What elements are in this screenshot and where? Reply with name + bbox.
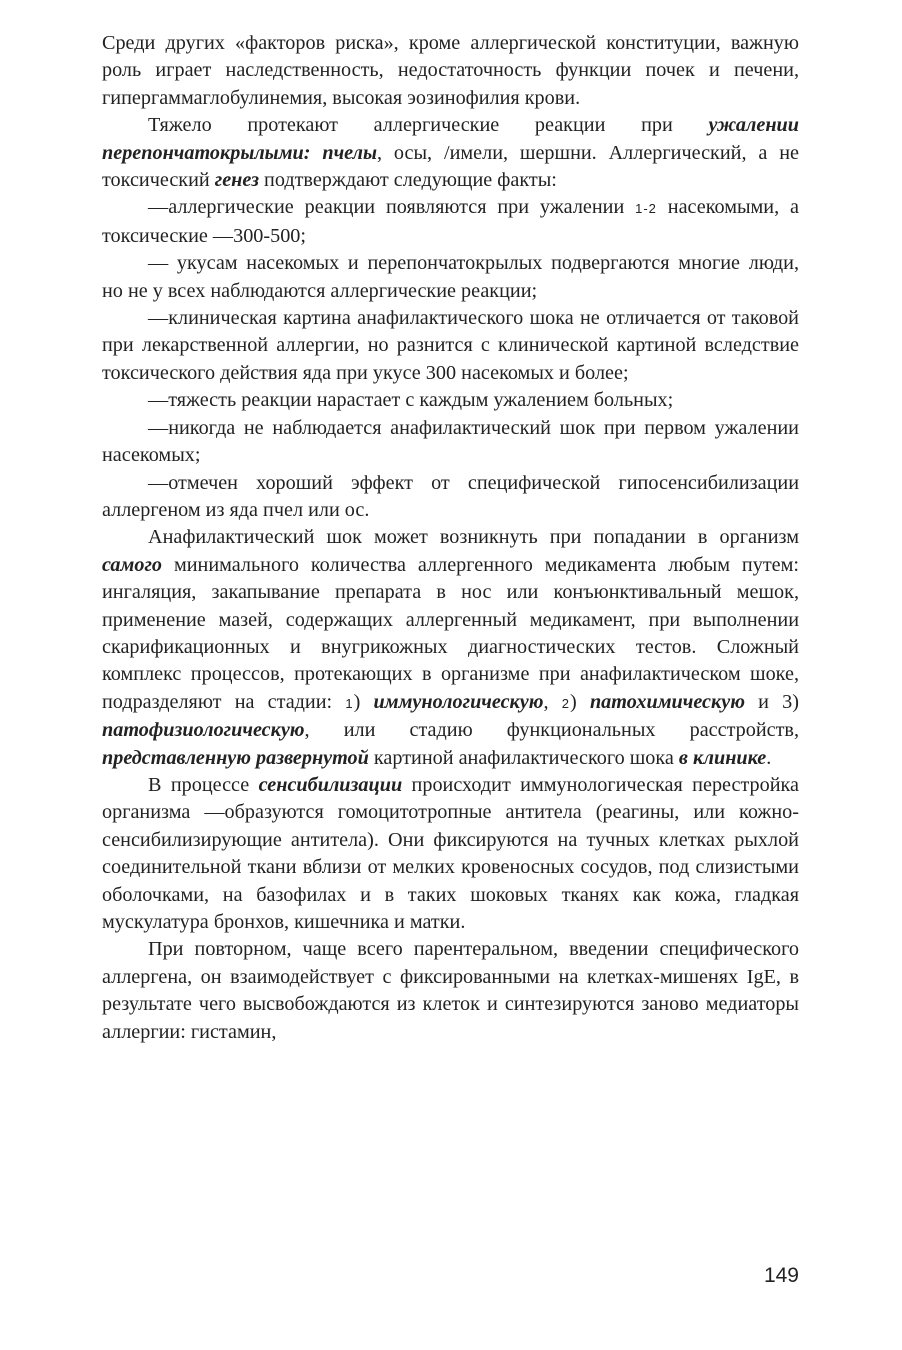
text-run: Среди других «факторов риска», кроме аллергической конституции, важную роль играет наследственность, недостаточность функции почек и печени, гипергаммаглобулинемия, высокая эозинофилия крови. (102, 32, 799, 109)
emphasis-text: представленную развернутой (102, 746, 369, 769)
text-run: —клиническая картина анафилактического шока не отличается от таковой при лекарственной аллергии, но разнится с клинической картиной вследствие токсического действия яда при укусе 300 насекомых и более; (102, 307, 799, 384)
list-item-fact-4 (102, 387, 799, 414)
text-run: —аллергические реакции появляются при ужалении (148, 196, 636, 219)
small-number: 1 (345, 695, 354, 711)
text-run: подтверждают следующие факты: (258, 169, 557, 192)
list-item-fact-5 (102, 415, 799, 470)
text-run: ) (353, 690, 374, 713)
paragraph-insect-stings (102, 112, 799, 194)
text-run: В процессе (148, 773, 259, 796)
emphasis-text: иммунологическую (373, 690, 544, 713)
paragraph-risk-factors (102, 30, 799, 112)
text-run: . (766, 746, 772, 769)
text-run: и 3) (744, 690, 799, 713)
text-run: насекомыми, а токсические —300-500; (102, 196, 799, 247)
paragraph-sensitization (102, 772, 799, 936)
list-item-fact-3 (102, 305, 799, 387)
text-run: , или стадию функциональных расстройств, (304, 719, 799, 742)
text-run: —тяжесть реакции нарастает с каждым ужалением больных; (148, 389, 674, 412)
small-number: 1-2 (635, 201, 657, 217)
paragraph-anaphylactic-shock (102, 524, 799, 772)
text-run: — укусам насекомых и перепончатокрылых подвергаются многие люди, но не у всех наблюдаются аллергические реакции; (102, 252, 799, 302)
emphasis-text: генез (214, 169, 259, 192)
list-item-fact-6 (102, 470, 799, 525)
page-text (102, 30, 799, 1046)
text-run: Анафилактический шок может возникнуть при попадании в организм (148, 526, 799, 549)
text-run: —отмечен хороший эффект от специфической гипосенсибилизации аллергеном из яда пчел или ос. (102, 471, 799, 521)
emphasis-text: патофизиологическую (102, 719, 305, 742)
text-run: , осы, /имели, шершни. Аллергический, а не токсический (102, 141, 799, 192)
small-number: 2 (561, 695, 570, 711)
emphasis-text: ужалении перепончатокрылыми: пчелы (102, 114, 799, 164)
text-run: минимального количества аллергенного медикамента любым путем: ингаляция, закапывание препарата в нос или конъюнктивальный мешок, применение мазей, содержащих аллергенный медикамент, при выполнении скарификационных и внугрикожных диагностических тестов. Сложный комплекс процессов, протекающих в организме при анафилактическом шоке, подразделяют на стадии: (102, 553, 799, 713)
text-run: ) (570, 690, 590, 713)
emphasis-text: в клинике (678, 746, 767, 769)
text-run: картиной анафилактического шока (368, 746, 679, 769)
list-item-fact-1 (102, 194, 799, 250)
text-run: Тяжело протекают аллергические реакции при (148, 114, 709, 137)
paragraph-repeated-introduction (102, 936, 799, 1046)
emphasis-text: патохимическую (589, 690, 745, 713)
emphasis-text: самого (102, 553, 163, 576)
text-run: При повторном, чаще всего парентеральном, введении специфического аллергена, он взаимодействует с фиксированными на клетках-мишенях IgE, в результате чего высвобождаются из клеток и синтезируются заново медиаторы аллергии: гистамин, (102, 938, 799, 1043)
emphasis-text: сенсибилизации (258, 773, 403, 796)
page-number: 149 (763, 1264, 799, 1287)
text-run: —никогда не наблюдается анафилактический шок при первом ужалении насекомых; (102, 416, 799, 467)
text-run: происходит иммунологическая перестройка организма —образуются гомоцитотропные антитела (реагины, или кожно-сенсибилизирующие антитела). Они фиксируются на тучных клетках рыхлой соединительной ткани вблизи от мелких кровеносных сосудов, под слизистыми оболочками, на базофилах и в таких шоковых тканях как кожа, гладкая мускулатура бронхов, кишечника и матки. (102, 773, 799, 933)
text-run: , (543, 690, 562, 713)
list-item-fact-2 (102, 250, 799, 305)
